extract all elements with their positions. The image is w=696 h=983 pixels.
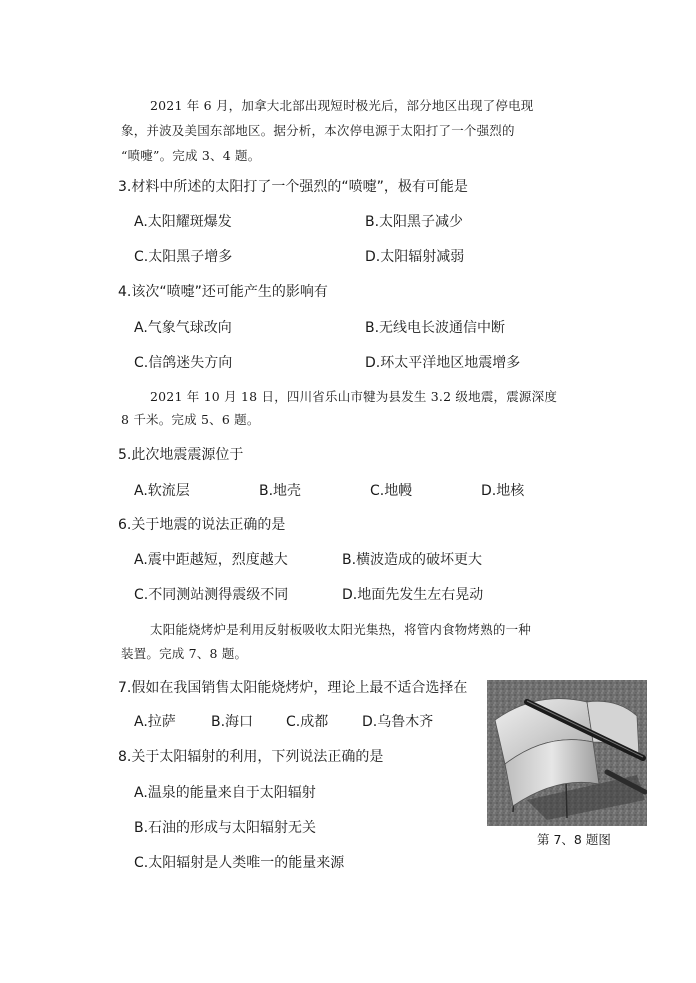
passage-2-line-2: 8 千米。完成 5、6 题。 (121, 412, 260, 427)
passage-1-line-1: 2021 年 6 月，加拿大北部出现短时极光后，部分地区出现了停电现 (150, 98, 534, 113)
question-3-option-d: D.太阳辐射减弱 (365, 249, 465, 265)
question-4-option-d: D.环太平洋地区地震增多 (365, 355, 521, 371)
question-7-option-b: B.海口 (211, 714, 254, 730)
question-4-option-a: A.气象气球改向 (134, 320, 232, 336)
question-3-option-c: C.太阳黑子增多 (134, 249, 233, 265)
question-8-stem: 8.关于太阳辐射的利用，下列说法正确的是 (118, 749, 384, 765)
question-8-option-c: C.太阳辐射是人类唯一的能量来源 (134, 855, 345, 871)
solar-cooker-photo-icon (487, 680, 647, 826)
question-7-stem: 7.假如在我国销售太阳能烧烤炉，理论上最不适合选择在 (118, 680, 468, 696)
question-7-option-d: D.乌鲁木齐 (362, 714, 434, 730)
question-3-option-b: B.太阳黑子减少 (365, 214, 464, 230)
question-4-stem: 4.该次“喷嚏”还可能产生的影响有 (118, 284, 328, 300)
question-7-option-a: A.拉萨 (134, 714, 176, 730)
question-8-option-a: A.温泉的能量来自于太阳辐射 (134, 785, 316, 801)
passage-3-line-1: 太阳能烧烤炉是利用反射板吸收太阳光集热，将管内食物烤熟的一种 (150, 622, 532, 637)
question-7-option-c: C.成都 (286, 714, 329, 730)
question-5-option-d: D.地核 (481, 483, 525, 499)
passage-2-line-1: 2021 年 10 月 18 日，四川省乐山市犍为县发生 3.2 级地震，震源深度 (150, 389, 558, 404)
passage-1-line-3: “喷嚏”。完成 3、4 题。 (121, 148, 261, 163)
question-6-option-a: A.震中距越短，烈度越大 (134, 552, 288, 568)
question-8-option-b: B.石油的形成与太阳辐射无关 (134, 820, 317, 836)
question-6-stem: 6.关于地震的说法正确的是 (118, 517, 286, 533)
question-4-option-b: B.无线电长波通信中断 (365, 320, 506, 336)
question-3-stem: 3.材料中所述的太阳打了一个强烈的“喷嚏”，极有可能是 (118, 179, 468, 195)
question-5-option-a: A.软流层 (134, 483, 190, 499)
figure-caption: 第 7、8 题图 (537, 832, 611, 847)
question-5-option-c: C.地幔 (370, 483, 413, 499)
question-3-option-a: A.太阳耀斑爆发 (134, 214, 232, 230)
question-6-option-d: D.地面先发生左右晃动 (342, 587, 484, 603)
question-6-option-b: B.横波造成的破坏更大 (342, 552, 483, 568)
question-4-option-c: C.信鸽迷失方向 (134, 355, 233, 371)
question-6-option-c: C.不同测站测得震级不同 (134, 587, 289, 603)
passage-1-line-2: 象，并波及美国东部地区。据分析，本次停电源于太阳打了一个强烈的 (121, 123, 515, 138)
question-5-option-b: B.地壳 (259, 483, 302, 499)
passage-3-line-2: 装置。完成 7、8 题。 (121, 646, 248, 661)
question-5-stem: 5.此次地震震源位于 (118, 447, 244, 463)
